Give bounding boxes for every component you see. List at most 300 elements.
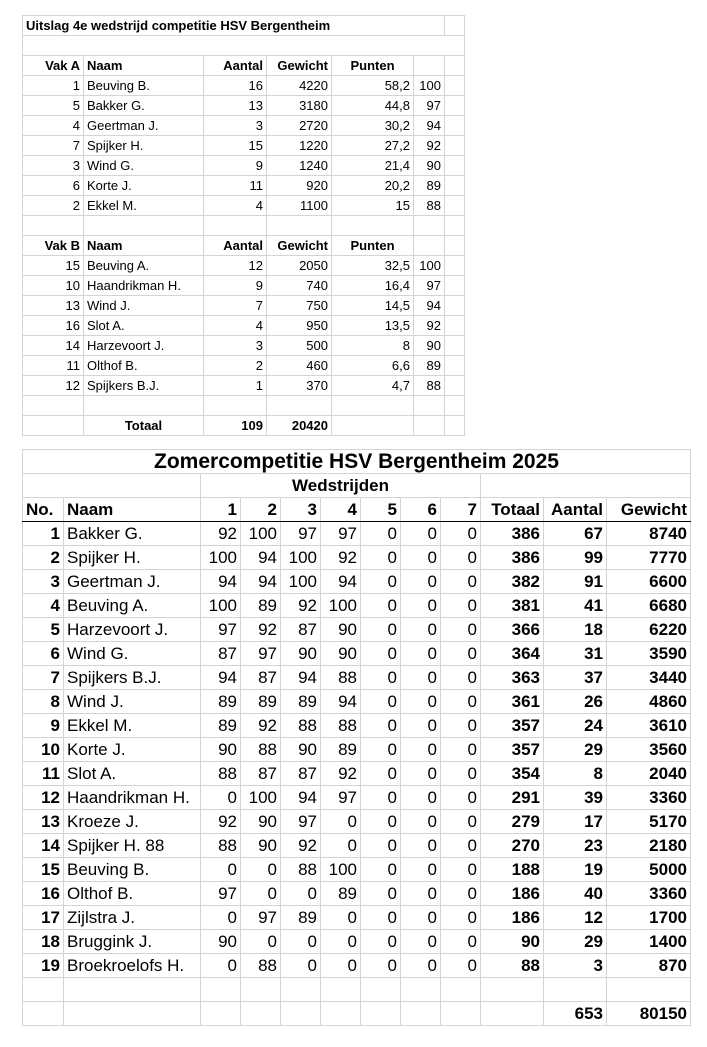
- match-score-cell: 0: [361, 858, 401, 882]
- match-score-cell: 0: [361, 882, 401, 906]
- name-cell: Wind J.: [84, 296, 204, 316]
- rank-cell: 4: [23, 594, 64, 618]
- empty-cell: [241, 978, 281, 1002]
- match-score-cell: 87: [201, 642, 241, 666]
- name-cell: Korte J.: [84, 176, 204, 196]
- match-score-cell: 88: [241, 738, 281, 762]
- vak-header: Vak A: [23, 56, 84, 76]
- total-row: [23, 416, 465, 436]
- column-header-naam: Naam: [64, 498, 201, 522]
- match-score-cell: 0: [401, 738, 441, 762]
- rank-cell: 19: [23, 954, 64, 978]
- weight-cell: 920: [267, 176, 332, 196]
- grand-total-count: 653: [544, 1002, 607, 1026]
- column-header-no: No.: [23, 498, 64, 522]
- match-score-cell: 0: [441, 666, 481, 690]
- match-score-cell: 0: [441, 858, 481, 882]
- column-header-aantal: Aantal: [544, 498, 607, 522]
- vak-cell: 3: [23, 156, 84, 176]
- match-score-cell: 0: [361, 570, 401, 594]
- count-cell: 17: [544, 810, 607, 834]
- weight-cell: 3180: [267, 96, 332, 116]
- match-score-cell: 88: [321, 666, 361, 690]
- rank-cell: 15: [23, 858, 64, 882]
- table-row: [23, 546, 691, 570]
- weight-cell: 2720: [267, 116, 332, 136]
- points-cell: 6,6: [332, 356, 414, 376]
- total-cell: 361: [481, 690, 544, 714]
- name-cell: Bruggink J.: [64, 930, 201, 954]
- match-score-cell: 89: [201, 714, 241, 738]
- count-header: Aantal: [204, 56, 267, 76]
- empty-cell: [445, 216, 465, 236]
- match-score-cell: 90: [201, 930, 241, 954]
- section-header-row: [23, 236, 465, 256]
- empty-cell: [445, 116, 465, 136]
- count-cell: 26: [544, 690, 607, 714]
- count-cell: 8: [544, 762, 607, 786]
- name-cell: Broekroelofs H.: [64, 954, 201, 978]
- match-score-cell: 94: [281, 666, 321, 690]
- empty-cell: [481, 474, 691, 498]
- vak-cell: 14: [23, 336, 84, 356]
- column-header-gewicht: Gewicht: [607, 498, 691, 522]
- empty-cell: [84, 216, 204, 236]
- match-score-cell: 100: [281, 570, 321, 594]
- name-cell: Geertman J.: [84, 116, 204, 136]
- empty-cell: [441, 1002, 481, 1026]
- empty-cell: [321, 978, 361, 1002]
- total-cell: 90: [481, 930, 544, 954]
- match-score-cell: 0: [361, 522, 401, 546]
- column-header-m3: 3: [281, 498, 321, 522]
- table-row: [23, 316, 465, 336]
- empty-cell: [445, 336, 465, 356]
- count-cell: 99: [544, 546, 607, 570]
- name-cell: Harzevoort J.: [84, 336, 204, 356]
- empty-cell: [445, 356, 465, 376]
- match-score-cell: 92: [281, 834, 321, 858]
- table-row: [23, 196, 465, 216]
- points-cell: 44,8: [332, 96, 414, 116]
- empty-cell: [445, 376, 465, 396]
- empty-cell: [414, 396, 445, 416]
- subheader-row: [23, 474, 691, 498]
- empty-cell: [361, 978, 401, 1002]
- weight-header: Gewicht: [267, 56, 332, 76]
- weight-cell: 6220: [607, 618, 691, 642]
- match-score-cell: 0: [441, 882, 481, 906]
- count-header: Aantal: [204, 236, 267, 256]
- rank-cell: 2: [23, 546, 64, 570]
- name-cell: Korte J.: [64, 738, 201, 762]
- vak-cell: 5: [23, 96, 84, 116]
- result-title: Uitslag 4e wedstrijd competitie HSV Bergentheim: [23, 16, 445, 36]
- name-cell: Slot A.: [64, 762, 201, 786]
- count-cell: 67: [544, 522, 607, 546]
- match-score-cell: 0: [401, 642, 441, 666]
- table-row: [23, 336, 465, 356]
- weight-header: Gewicht: [267, 236, 332, 256]
- weight-cell: 4860: [607, 690, 691, 714]
- name-cell: Olthof B.: [64, 882, 201, 906]
- table-row: [23, 930, 691, 954]
- empty-cell: [332, 416, 414, 436]
- name-cell: Harzevoort J.: [64, 618, 201, 642]
- match-score-cell: 0: [441, 594, 481, 618]
- match-score-cell: 0: [361, 618, 401, 642]
- points-cell: 8: [332, 336, 414, 356]
- weight-cell: 950: [267, 316, 332, 336]
- count-cell: 7: [204, 296, 267, 316]
- column-header-m5: 5: [361, 498, 401, 522]
- weight-cell: 3610: [607, 714, 691, 738]
- match-score-cell: 0: [201, 954, 241, 978]
- match-score-cell: 0: [361, 786, 401, 810]
- total-cell: 381: [481, 594, 544, 618]
- name-cell: Bakker G.: [84, 96, 204, 116]
- empty-cell: [23, 474, 201, 498]
- count-cell: 4: [204, 316, 267, 336]
- vak-cell: 1: [23, 76, 84, 96]
- empty-cell: [204, 216, 267, 236]
- weight-cell: 1400: [607, 930, 691, 954]
- title-row: [23, 16, 465, 36]
- table-row: [23, 618, 691, 642]
- vak-cell: 6: [23, 176, 84, 196]
- match-score-cell: 0: [321, 930, 361, 954]
- match-score-cell: 0: [281, 954, 321, 978]
- match-score-cell: 0: [441, 762, 481, 786]
- match-score-cell: 0: [401, 834, 441, 858]
- weight-cell: 370: [267, 376, 332, 396]
- total-cell: 88: [481, 954, 544, 978]
- table-row: [23, 858, 691, 882]
- name-cell: Beuving B.: [84, 76, 204, 96]
- rank-cell: 16: [23, 882, 64, 906]
- match-score-cell: 0: [401, 810, 441, 834]
- empty-cell: [445, 396, 465, 416]
- match-score-cell: 0: [441, 714, 481, 738]
- match-score-cell: 0: [361, 666, 401, 690]
- match-score-cell: 92: [201, 810, 241, 834]
- empty-cell: [481, 978, 544, 1002]
- match-score-cell: 0: [201, 786, 241, 810]
- match-score-cell: 94: [241, 546, 281, 570]
- empty-cell: [64, 1002, 201, 1026]
- points-cell: 16,4: [332, 276, 414, 296]
- total-cell: 279: [481, 810, 544, 834]
- empty-cell: [607, 978, 691, 1002]
- table-row: [23, 276, 465, 296]
- rank-cell: 17: [23, 906, 64, 930]
- empty-cell: [361, 1002, 401, 1026]
- match-score-cell: 90: [201, 738, 241, 762]
- match-score-cell: 0: [321, 810, 361, 834]
- count-cell: 1: [204, 376, 267, 396]
- total-cell: 186: [481, 882, 544, 906]
- total-cell: 291: [481, 786, 544, 810]
- name-cell: Spijkers B.J.: [84, 376, 204, 396]
- count-cell: 18: [544, 618, 607, 642]
- match-score-cell: 92: [321, 762, 361, 786]
- score-cell: 88: [414, 376, 445, 396]
- weight-cell: 8740: [607, 522, 691, 546]
- match-score-cell: 89: [201, 690, 241, 714]
- match-score-cell: 0: [241, 882, 281, 906]
- match-score-cell: 0: [321, 834, 361, 858]
- match-score-cell: 94: [321, 570, 361, 594]
- match-score-cell: 97: [201, 882, 241, 906]
- match-score-cell: 89: [321, 738, 361, 762]
- table-row: [23, 136, 465, 156]
- match-score-cell: 0: [401, 594, 441, 618]
- match-score-cell: 89: [241, 594, 281, 618]
- name-cell: Ekkel M.: [64, 714, 201, 738]
- standings-title-row: [23, 450, 691, 474]
- weight-cell: 2050: [267, 256, 332, 276]
- match-score-cell: 100: [321, 858, 361, 882]
- match-score-cell: 90: [241, 810, 281, 834]
- vak-cell: 12: [23, 376, 84, 396]
- empty-cell: [414, 236, 445, 256]
- spacer-row: [23, 216, 465, 236]
- match-score-cell: 0: [321, 906, 361, 930]
- match-score-cell: 97: [201, 618, 241, 642]
- count-cell: 24: [544, 714, 607, 738]
- empty-cell: [445, 96, 465, 116]
- match-score-cell: 0: [441, 954, 481, 978]
- table-row: [23, 594, 691, 618]
- match-score-cell: 87: [281, 618, 321, 642]
- match-score-cell: 0: [361, 546, 401, 570]
- match-score-cell: 0: [401, 786, 441, 810]
- match-score-cell: 0: [441, 738, 481, 762]
- match-score-cell: 92: [281, 594, 321, 618]
- name-cell: Wind J.: [64, 690, 201, 714]
- empty-cell: [445, 16, 465, 36]
- match-score-cell: 0: [401, 618, 441, 642]
- weight-cell: 740: [267, 276, 332, 296]
- empty-cell: [23, 396, 84, 416]
- count-cell: 19: [544, 858, 607, 882]
- match-score-cell: 0: [441, 930, 481, 954]
- match-score-cell: 0: [441, 786, 481, 810]
- empty-cell: [414, 416, 445, 436]
- rank-cell: 18: [23, 930, 64, 954]
- total-cell: 364: [481, 642, 544, 666]
- table-row: [23, 76, 465, 96]
- empty-cell: [414, 216, 445, 236]
- match-score-cell: 0: [401, 882, 441, 906]
- match-score-cell: 87: [241, 666, 281, 690]
- weight-cell: 750: [267, 296, 332, 316]
- match-score-cell: 90: [281, 738, 321, 762]
- total-cell: 357: [481, 738, 544, 762]
- name-cell: Spijkers B.J.: [64, 666, 201, 690]
- points-cell: 13,5: [332, 316, 414, 336]
- weight-cell: 3360: [607, 882, 691, 906]
- match-score-cell: 97: [321, 786, 361, 810]
- vak-cell: 13: [23, 296, 84, 316]
- total-count: 109: [204, 416, 267, 436]
- name-cell: Spijker H.: [64, 546, 201, 570]
- table-row: [23, 176, 465, 196]
- name-cell: Haandrikman H.: [84, 276, 204, 296]
- total-cell: 188: [481, 858, 544, 882]
- weight-cell: 3560: [607, 738, 691, 762]
- score-cell: 100: [414, 76, 445, 96]
- weight-cell: 4220: [267, 76, 332, 96]
- empty-cell: [445, 276, 465, 296]
- rank-cell: 7: [23, 666, 64, 690]
- count-cell: 13: [204, 96, 267, 116]
- standings-title: Zomercompetitie HSV Bergentheim 2025: [23, 450, 691, 474]
- score-cell: 88: [414, 196, 445, 216]
- table-row: [23, 762, 691, 786]
- weight-cell: 6600: [607, 570, 691, 594]
- points-cell: 15: [332, 196, 414, 216]
- name-cell: Haandrikman H.: [64, 786, 201, 810]
- empty-cell: [281, 978, 321, 1002]
- table-row: [23, 156, 465, 176]
- table-row: [23, 570, 691, 594]
- match-score-cell: 100: [201, 546, 241, 570]
- empty-cell: [445, 56, 465, 76]
- match-score-cell: 0: [281, 882, 321, 906]
- match-score-cell: 88: [201, 762, 241, 786]
- rank-cell: 9: [23, 714, 64, 738]
- match-score-cell: 0: [441, 642, 481, 666]
- empty-cell: [267, 396, 332, 416]
- total-cell: 186: [481, 906, 544, 930]
- match-score-cell: 0: [361, 810, 401, 834]
- table-row: [23, 690, 691, 714]
- rank-cell: 11: [23, 762, 64, 786]
- match-score-cell: 88: [321, 714, 361, 738]
- points-cell: 4,7: [332, 376, 414, 396]
- name-cell: Beuving A.: [64, 594, 201, 618]
- vak-cell: 11: [23, 356, 84, 376]
- count-cell: 40: [544, 882, 607, 906]
- match-score-cell: 0: [441, 618, 481, 642]
- count-cell: 12: [544, 906, 607, 930]
- total-cell: 386: [481, 546, 544, 570]
- weight-cell: 1220: [267, 136, 332, 156]
- match-score-cell: 97: [281, 522, 321, 546]
- match-score-cell: 89: [241, 690, 281, 714]
- empty-cell: [281, 1002, 321, 1026]
- name-cell: Beuving B.: [64, 858, 201, 882]
- empty-cell: [321, 1002, 361, 1026]
- rank-cell: 13: [23, 810, 64, 834]
- match-score-cell: 92: [241, 714, 281, 738]
- column-header-m4: 4: [321, 498, 361, 522]
- count-cell: 11: [204, 176, 267, 196]
- count-cell: 37: [544, 666, 607, 690]
- count-cell: 15: [204, 136, 267, 156]
- match-score-cell: 0: [361, 642, 401, 666]
- rank-cell: 8: [23, 690, 64, 714]
- score-cell: 90: [414, 336, 445, 356]
- name-header: Naam: [84, 236, 204, 256]
- points-cell: 27,2: [332, 136, 414, 156]
- match-score-cell: 94: [241, 570, 281, 594]
- match-score-cell: 0: [401, 570, 441, 594]
- empty-cell: [23, 1002, 64, 1026]
- table-row: [23, 96, 465, 116]
- points-cell: 14,5: [332, 296, 414, 316]
- total-cell: 354: [481, 762, 544, 786]
- count-cell: 3: [204, 116, 267, 136]
- weight-cell: 3440: [607, 666, 691, 690]
- table-row: [23, 906, 691, 930]
- match-score-cell: 0: [361, 762, 401, 786]
- column-header-m2: 2: [241, 498, 281, 522]
- empty-cell: [204, 396, 267, 416]
- empty-cell: [64, 978, 201, 1002]
- total-label: Totaal: [84, 416, 204, 436]
- rank-cell: 6: [23, 642, 64, 666]
- rank-cell: 3: [23, 570, 64, 594]
- count-cell: 16: [204, 76, 267, 96]
- count-cell: 39: [544, 786, 607, 810]
- points-cell: 58,2: [332, 76, 414, 96]
- points-cell: 32,5: [332, 256, 414, 276]
- name-cell: Zijlstra J.: [64, 906, 201, 930]
- total-row: [23, 1002, 691, 1026]
- total-cell: 363: [481, 666, 544, 690]
- count-cell: 3: [204, 336, 267, 356]
- match-score-cell: 0: [361, 930, 401, 954]
- empty-cell: [241, 1002, 281, 1026]
- matches-subheader: Wedstrijden: [201, 474, 481, 498]
- match-score-cell: 0: [361, 690, 401, 714]
- vak-cell: 16: [23, 316, 84, 336]
- rank-cell: 12: [23, 786, 64, 810]
- score-cell: 100: [414, 256, 445, 276]
- score-cell: 97: [414, 96, 445, 116]
- match-score-cell: 90: [321, 618, 361, 642]
- match-result-table: [22, 15, 465, 436]
- match-score-cell: 94: [281, 786, 321, 810]
- name-header: Naam: [84, 56, 204, 76]
- empty-cell: [445, 176, 465, 196]
- points-header: Punten: [332, 56, 414, 76]
- empty-cell: [414, 56, 445, 76]
- score-cell: 92: [414, 136, 445, 156]
- empty-cell: [332, 396, 414, 416]
- match-score-cell: 94: [201, 570, 241, 594]
- weight-cell: 6680: [607, 594, 691, 618]
- count-cell: 41: [544, 594, 607, 618]
- total-cell: 270: [481, 834, 544, 858]
- empty-cell: [201, 978, 241, 1002]
- vak-cell: 10: [23, 276, 84, 296]
- vak-header: Vak B: [23, 236, 84, 256]
- score-cell: 90: [414, 156, 445, 176]
- table-row: [23, 882, 691, 906]
- table-row: [23, 376, 465, 396]
- empty-cell: [445, 156, 465, 176]
- match-score-cell: 87: [281, 762, 321, 786]
- name-cell: Slot A.: [84, 316, 204, 336]
- count-cell: 12: [204, 256, 267, 276]
- weight-cell: 2040: [607, 762, 691, 786]
- total-weight: 20420: [267, 416, 332, 436]
- weight-cell: 3590: [607, 642, 691, 666]
- points-cell: 30,2: [332, 116, 414, 136]
